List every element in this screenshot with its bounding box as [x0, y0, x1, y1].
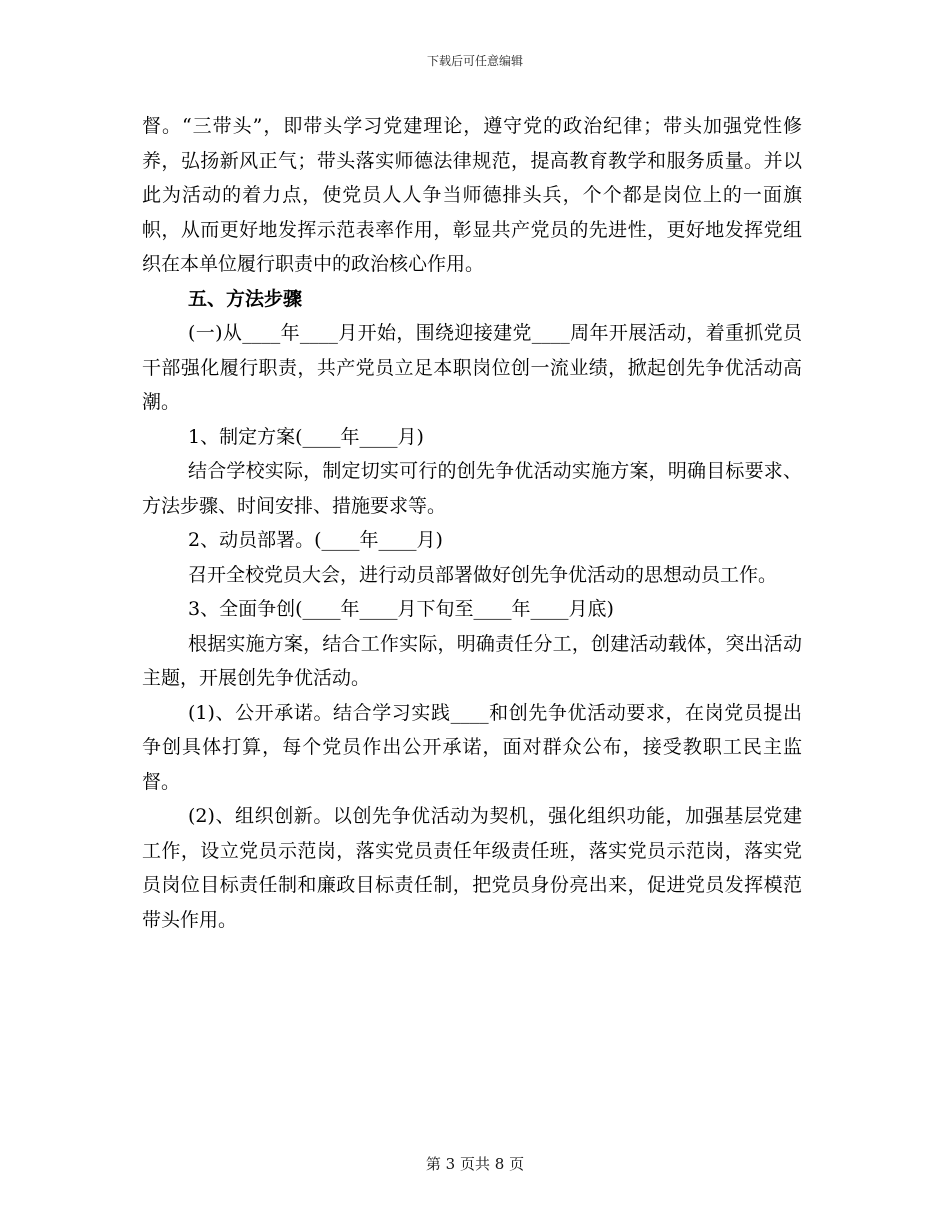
document-body — [142, 109, 802, 937]
paragraph-continuation: 督。“三带头”，即带头学习党建理论，遵守党的政治纪律；带头加强党性修养，弘扬新风正气；带头落实师德法律规范，提高教育教学和服务质量。并以此为活动的着力点，使党员人人争当师德排头兵，个个都是岗位上的一面旗帜，从而更好地发挥示范表率作用，彰显共产党员的先进性，更好地发挥党组织在本单位履行职责中的政治核心作用。 — [142, 115, 802, 275]
paragraph-public-commitment: (1)、公开承诺。结合学习实践____和创先争优活动要求，在岗党员提出争创具体打算，每个党员作出公开承诺，面对群众公布，接受教职工民主监督。 — [142, 701, 802, 793]
paragraph-organizational-innovation: (2)、组织创新。以创先争优活动为契机，强化组织功能，加强基层党建工作，设立党员示范岗，落实党员责任年级责任班，落实党员示范岗，落实党员岗位目标责任制和廉政目标责任制，把党员身份亮出来，促进党员发挥模范带头作用。 — [142, 805, 802, 931]
paragraph-make-plan: 结合学校实际，制定切实可行的创先争优活动实施方案，明确目标要求、方法步骤、时间安排、措施要求等。 — [142, 460, 802, 517]
paragraph-step-one: (一)从____年____月开始，围绕迎接建党____周年开展活动，着重抓党员干部强化履行职责，共产党员立足本职岗位创一流业绩，掀起创先争优活动高潮。 — [142, 322, 802, 413]
subheading-make-plan: 1、制定方案(____年____月) — [188, 425, 424, 448]
page-footer: 第 3 页共 8 页 — [425, 1155, 525, 1173]
subheading-mobilize: 2、动员部署。(____年____月) — [188, 529, 443, 551]
paragraph-mobilize: 召开全校党员大会，进行动员部署做好创先争优活动的思想动员工作。 — [188, 563, 778, 586]
section-heading-methods: 五、方法步骤 — [188, 287, 303, 310]
paragraph-full-effort: 根据实施方案，结合工作实际，明确责任分工，创建活动载体，突出活动主题，开展创先争优活动。 — [142, 632, 802, 689]
page-header: 下载后可任意编辑 — [426, 54, 523, 68]
subheading-full-effort: 3、全面争创(____年____月下旬至____年____月底) — [188, 598, 614, 620]
